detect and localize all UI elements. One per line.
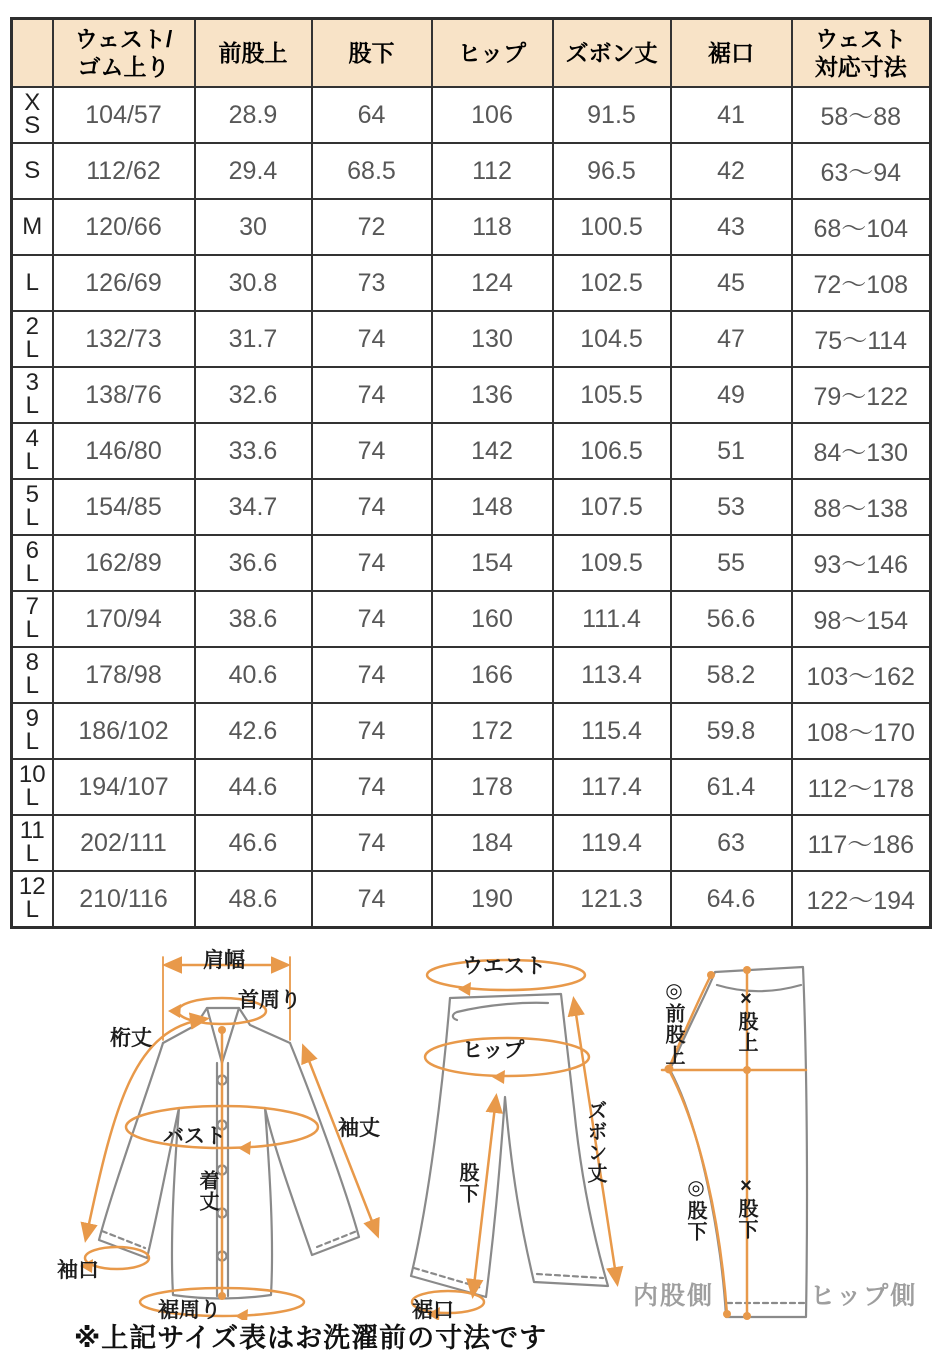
measurement-cell: 142 — [432, 423, 553, 479]
size-label: X S — [12, 87, 53, 143]
size-rows — [12, 87, 931, 928]
measurement-cell: 48.6 — [195, 871, 312, 928]
measurement-cell: 31.7 — [195, 311, 312, 367]
size-row — [12, 479, 931, 535]
hip-side-label: ヒップ側 — [810, 1282, 918, 1310]
size-row — [12, 87, 931, 143]
body-length-label: 着丈 — [196, 1170, 218, 1212]
measurement-cell: 115.4 — [553, 703, 671, 759]
size-label: 11 L — [12, 815, 53, 871]
measurement-cell: 74 — [312, 479, 432, 535]
measurement-cell: 42 — [671, 143, 792, 199]
measurement-cell: 74 — [312, 647, 432, 703]
measurement-cell: 55 — [671, 535, 792, 591]
measurement-cell: 74 — [312, 815, 432, 871]
measurement-cell: 36.6 — [195, 535, 312, 591]
front-rise-label: ◎前股上 — [662, 978, 684, 1066]
column-header: ヒップ — [432, 19, 553, 88]
measurement-cell: 136 — [432, 367, 553, 423]
measurement-cell: 74 — [312, 367, 432, 423]
measurement-cell: 98〜154 — [792, 591, 931, 647]
measurement-cell: 106.5 — [553, 423, 671, 479]
neck-label: 首周り — [238, 989, 301, 1012]
yuki-length-label: 桁丈 — [110, 1027, 152, 1050]
measurement-cell: 63 — [671, 815, 792, 871]
measurement-cell: 190 — [432, 871, 553, 928]
measurement-cell: 49 — [671, 367, 792, 423]
size-label: 8 L — [12, 647, 53, 703]
measurement-cell: 105.5 — [553, 367, 671, 423]
measurement-cell: 38.6 — [195, 591, 312, 647]
column-header: ウェスト 対応寸法 — [792, 19, 931, 88]
measurement-cell: 43 — [671, 199, 792, 255]
measurement-cell: 132/73 — [53, 311, 195, 367]
measurement-cell: 74 — [312, 871, 432, 928]
measurement-cell: 154 — [432, 535, 553, 591]
size-label: 2 L — [12, 311, 53, 367]
hem-round-label: 裾周り — [158, 1299, 221, 1322]
measurement-cell: 51 — [671, 423, 792, 479]
measurement-cell: 72 — [312, 199, 432, 255]
measurement-cell: 96.5 — [553, 143, 671, 199]
measurement-cell: 74 — [312, 591, 432, 647]
pants-length-label: ズボン丈 — [584, 1100, 606, 1184]
measurement-cell: 30 — [195, 199, 312, 255]
measurement-cell: 172 — [432, 703, 553, 759]
measurement-cell: 178/98 — [53, 647, 195, 703]
bust-label: バスト — [163, 1125, 226, 1148]
measurement-cell: 103〜162 — [792, 647, 931, 703]
measurement-cell: 63〜94 — [792, 143, 931, 199]
measurement-cell: 112〜178 — [792, 759, 931, 815]
measurement-cell: 104/57 — [53, 87, 195, 143]
measurement-cell: 74 — [312, 311, 432, 367]
measurement-cell: 29.4 — [195, 143, 312, 199]
measurement-cell: 104.5 — [553, 311, 671, 367]
column-header: 前股上 — [195, 19, 312, 88]
measurement-cell: 33.6 — [195, 423, 312, 479]
measurement-cell: 93〜146 — [792, 535, 931, 591]
measurement-cell: 46.6 — [195, 815, 312, 871]
measurement-cell: 74 — [312, 759, 432, 815]
column-header: ズボン丈 — [553, 19, 671, 88]
measurement-cell: 121.3 — [553, 871, 671, 928]
measurement-cell: 130 — [432, 311, 553, 367]
measurement-cell: 106 — [432, 87, 553, 143]
waist-label: ウエスト — [462, 955, 546, 978]
measurement-cell: 58.2 — [671, 647, 792, 703]
measurement-cell: 194/107 — [53, 759, 195, 815]
measurement-cell: 61.4 — [671, 759, 792, 815]
size-row — [12, 871, 931, 928]
size-row — [12, 367, 931, 423]
size-row — [12, 759, 931, 815]
measurement-cell: 108〜170 — [792, 703, 931, 759]
measurement-cell: 119.4 — [553, 815, 671, 871]
measurement-cell: 102.5 — [553, 255, 671, 311]
measurement-cell: 178 — [432, 759, 553, 815]
measurement-cell: 146/80 — [53, 423, 195, 479]
measurement-cell: 59.8 — [671, 703, 792, 759]
measurement-cell: 210/116 — [53, 871, 195, 928]
column-header: 股下 — [312, 19, 432, 88]
size-row — [12, 143, 931, 199]
measurement-diagram-graphic — [0, 945, 940, 1320]
measurement-cell: 44.6 — [195, 759, 312, 815]
measurement-cell: 53 — [671, 479, 792, 535]
size-row — [12, 535, 931, 591]
measurement-cell: 74 — [312, 703, 432, 759]
measurement-cell: 64.6 — [671, 871, 792, 928]
size-chart-table — [10, 17, 932, 929]
measurement-cell: 138/76 — [53, 367, 195, 423]
size-label: M — [12, 199, 53, 255]
inseam-straight-label: ×股下 — [735, 1175, 757, 1240]
column-header: 裾口 — [671, 19, 792, 88]
inner-side-label: 内股側 — [633, 1282, 715, 1310]
measurement-cell: 118 — [432, 199, 553, 255]
size-label: 9 L — [12, 703, 53, 759]
measurement-cell: 91.5 — [553, 87, 671, 143]
measurement-cell: 160 — [432, 591, 553, 647]
measurement-cell: 117.4 — [553, 759, 671, 815]
column-header — [12, 19, 53, 88]
size-row — [12, 255, 931, 311]
measurement-cell: 166 — [432, 647, 553, 703]
size-row — [12, 423, 931, 479]
size-row — [12, 703, 931, 759]
measurement-cell: 111.4 — [553, 591, 671, 647]
measurement-diagrams — [0, 945, 940, 1320]
sleeve-length-label: 袖丈 — [338, 1117, 380, 1140]
inseam-label: 股下 — [456, 1162, 478, 1204]
size-label: 3 L — [12, 367, 53, 423]
measurement-cell: 42.6 — [195, 703, 312, 759]
measurement-cell: 112/62 — [53, 143, 195, 199]
size-row — [12, 311, 931, 367]
shoulder-width-label: 肩幅 — [203, 949, 245, 972]
measurement-cell: 41 — [671, 87, 792, 143]
measurement-cell: 40.6 — [195, 647, 312, 703]
measurement-cell: 120/66 — [53, 199, 195, 255]
measurement-cell: 32.6 — [195, 367, 312, 423]
measurement-cell: 122〜194 — [792, 871, 931, 928]
measurement-cell: 74 — [312, 423, 432, 479]
measurement-cell: 109.5 — [553, 535, 671, 591]
measurement-cell: 84〜130 — [792, 423, 931, 479]
measurement-cell: 47 — [671, 311, 792, 367]
measurement-cell: 202/111 — [53, 815, 195, 871]
size-row — [12, 815, 931, 871]
measurement-cell: 73 — [312, 255, 432, 311]
measurement-cell: 72〜108 — [792, 255, 931, 311]
measurement-cell: 68.5 — [312, 143, 432, 199]
measurement-cell: 154/85 — [53, 479, 195, 535]
measurement-cell: 56.6 — [671, 591, 792, 647]
measurement-cell: 148 — [432, 479, 553, 535]
measurement-cell: 79〜122 — [792, 367, 931, 423]
measurement-cell: 74 — [312, 535, 432, 591]
measurement-cell: 34.7 — [195, 479, 312, 535]
size-label: 5 L — [12, 479, 53, 535]
size-row — [12, 647, 931, 703]
measurement-cell: 113.4 — [553, 647, 671, 703]
measurement-cell: 28.9 — [195, 87, 312, 143]
column-header: ウェスト/ ゴム上り — [53, 19, 195, 88]
measurement-cell: 88〜138 — [792, 479, 931, 535]
size-label: S — [12, 143, 53, 199]
pants-hem-label: 裾口 — [412, 1299, 454, 1322]
cuff-label: 袖口 — [57, 1259, 99, 1282]
size-label: 10 L — [12, 759, 53, 815]
measurement-cell: 30.8 — [195, 255, 312, 311]
size-label: 6 L — [12, 535, 53, 591]
pre-wash-note: ※上記サイズ表はお洗濯前の寸法です — [74, 1323, 548, 1353]
size-label: 12 L — [12, 871, 53, 928]
measurement-cell: 58〜88 — [792, 87, 931, 143]
measurement-cell: 107.5 — [553, 479, 671, 535]
measurement-cell: 170/94 — [53, 591, 195, 647]
measurement-cell: 100.5 — [553, 199, 671, 255]
inseam-curve-label: ◎股下 — [684, 1175, 706, 1242]
measurement-cell: 75〜114 — [792, 311, 931, 367]
measurement-cell: 112 — [432, 143, 553, 199]
measurement-cell: 126/69 — [53, 255, 195, 311]
size-row — [12, 591, 931, 647]
measurement-cell: 124 — [432, 255, 553, 311]
rise-label: ×股上 — [735, 988, 757, 1053]
measurement-cell: 64 — [312, 87, 432, 143]
size-row — [12, 199, 931, 255]
hip-label: ヒップ — [462, 1039, 525, 1062]
measurement-cell: 117〜186 — [792, 815, 931, 871]
size-label: 7 L — [12, 591, 53, 647]
measurement-cell: 45 — [671, 255, 792, 311]
measurement-cell: 184 — [432, 815, 553, 871]
size-label: 4 L — [12, 423, 53, 479]
size-label: L — [12, 255, 53, 311]
measurement-cell: 186/102 — [53, 703, 195, 759]
header-row — [12, 19, 931, 88]
measurement-cell: 162/89 — [53, 535, 195, 591]
measurement-cell: 68〜104 — [792, 199, 931, 255]
